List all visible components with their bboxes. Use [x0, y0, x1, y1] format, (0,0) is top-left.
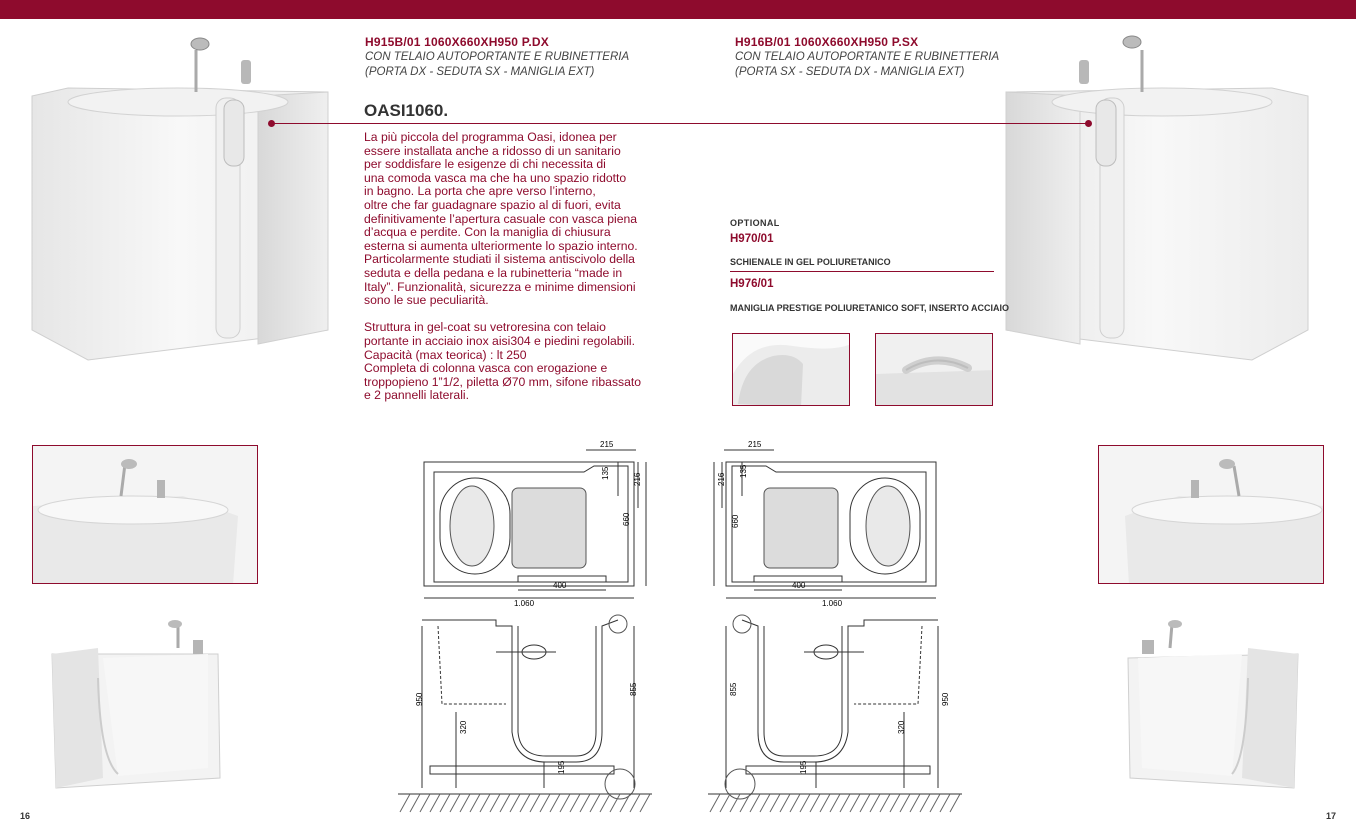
left-model-code: H915B/01 1060X660XH950 P.DX — [365, 35, 549, 49]
spec-line: e 2 pannelli laterali. — [364, 388, 470, 403]
bathtub-photo-left-small — [48, 618, 226, 796]
technical-side-right — [704, 612, 964, 818]
right-model-line2: (PORTA SX - SEDUTA DX - MANIGLIA EXT) — [735, 66, 965, 78]
product-description — [364, 131, 664, 403]
callout-dot-left — [268, 120, 275, 127]
spec-line: portante in acciaio inox aisi304 e piedini regolabili. — [364, 333, 636, 348]
right-model-line1: CON TELAIO AUTOPORTANTE E RUBINETTERIA — [735, 51, 1000, 63]
page-number-left: 16 — [20, 811, 31, 821]
technical-plan-right — [700, 438, 960, 610]
dim-195: 195 — [557, 760, 566, 774]
detail-photo-left — [32, 445, 258, 584]
description-line: oltre che far guadagnare spazio al di fuori, evita — [364, 197, 621, 212]
spec-line: Capacità (max teorica) : lt 250 — [364, 347, 527, 362]
top-color-bar — [0, 0, 1356, 19]
dim-215: 215 — [748, 440, 762, 449]
description-line: Particolarmente studiati il sistema antiscivolo della — [364, 252, 635, 267]
dim-320: 320 — [459, 720, 468, 734]
spec-line: Completa di colonna vasca con erogazione e — [364, 361, 608, 376]
dim-400: 400 — [553, 581, 567, 590]
optional-code-1: H970/01 — [730, 233, 774, 245]
description-line: definitivamente l’apertura casuale con vasca piena — [364, 211, 638, 226]
dim-950: 950 — [941, 692, 950, 706]
description-line: per soddisfare le esigenze di chi necessita di — [364, 157, 606, 172]
detail-photo-right — [1098, 445, 1324, 584]
description-line: essere installata anche a ridosso di un sanitario — [364, 143, 621, 158]
description-line: sono le sue peculiarità. — [364, 293, 489, 308]
bathtub-photo-left-main — [28, 30, 338, 365]
optional-heading: OPTIONAL — [730, 218, 780, 228]
dim-950: 950 — [415, 692, 424, 706]
callout-dot-right — [1085, 120, 1092, 127]
bathtub-photo-right-small — [1122, 618, 1302, 796]
dim-400: 400 — [792, 581, 806, 590]
description-line: La più piccola del programma Oasi, idonea per — [364, 130, 617, 144]
dim-660: 660 — [731, 514, 740, 528]
description-line: Italy”. Funzionalità, sicurezza e minime dimensioni — [364, 279, 636, 294]
dim-1060: 1.060 — [514, 599, 535, 608]
dim-215: 215 — [600, 440, 614, 449]
dim-855: 855 — [729, 682, 738, 696]
description-line: seduta e della pedana e la rubinetteria “made in — [364, 265, 623, 280]
dim-320: 320 — [897, 720, 906, 734]
bathtub-photo-right-main — [1002, 30, 1312, 365]
spec-line: troppopieno 1”1/2, piletta Ø70 mm, sifone ribassato — [364, 374, 642, 389]
left-model-line2: (PORTA DX - SEDUTA SX - MANIGLIA EXT) — [365, 66, 595, 78]
dim-216: 216 — [717, 472, 726, 486]
optional-photo-handle — [875, 333, 993, 406]
dim-135: 135 — [739, 464, 748, 478]
optional-divider — [730, 271, 994, 272]
description-line: una comoda vasca ma che ha uno spazio ridotto — [364, 170, 627, 185]
left-model-line1: CON TELAIO AUTOPORTANTE E RUBINETTERIA — [365, 51, 630, 63]
optional-photo-backrest — [732, 333, 850, 406]
callout-line-left — [272, 123, 722, 124]
dim-855: 855 — [629, 682, 638, 696]
description-line: d’acqua e perdite. Con la maniglia di chiusura — [364, 225, 611, 240]
right-model-code: H916B/01 1060X660XH950 P.SX — [735, 35, 919, 49]
dim-135: 135 — [601, 466, 610, 480]
optional-desc-1: SCHIENALE IN GEL POLIURETANICO — [730, 257, 891, 267]
page-number-right: 17 — [1326, 811, 1337, 821]
dim-195: 195 — [799, 760, 808, 774]
spec-line: Struttura in gel-coat su vetroresina con telaio — [364, 320, 606, 335]
dim-660: 660 — [622, 512, 631, 526]
description-line: esterna si aumenta ulteriormente lo spazio interno. — [364, 238, 638, 253]
technical-side-left — [396, 612, 656, 818]
description-line: in bagno. La porta che apre verso l’interno, — [364, 184, 596, 199]
product-title: OASI1060. — [364, 101, 449, 120]
technical-plan-left — [400, 438, 660, 610]
dim-1060: 1.060 — [822, 599, 843, 608]
optional-desc-2: MANIGLIA PRESTIGE POLIURETANICO SOFT, INSERTO ACCIAIO — [730, 303, 1010, 313]
dim-216: 216 — [633, 472, 642, 486]
optional-code-2: H976/01 — [730, 278, 774, 290]
callout-line-right — [722, 123, 1088, 124]
